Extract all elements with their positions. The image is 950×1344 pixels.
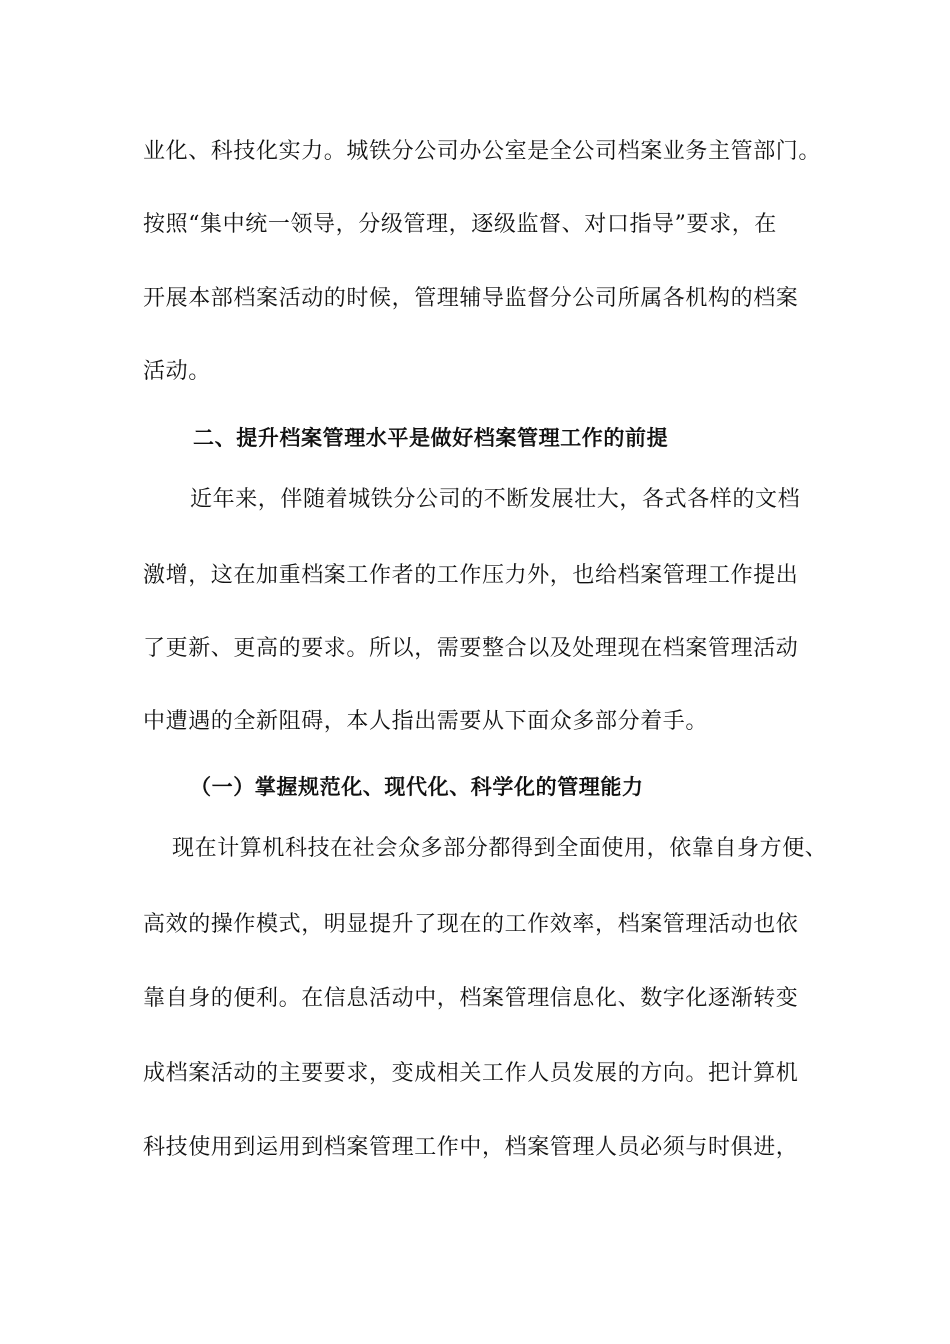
paragraph-3-line-1: 现在计算机科技在社会众多部分都得到全面使用，依靠自身方便、: [172, 836, 828, 861]
paragraph-3-line-3: 靠自身的便利。在信息活动中，档案管理信息化、数字化逐渐转变: [143, 986, 799, 1011]
paragraph-3-line-2: 高效的操作模式，明显提升了现在的工作效率，档案管理活动也依: [143, 912, 799, 937]
paragraph-2-line-3: 了更新、更高的要求。所以，需要整合以及处理现在档案管理活动: [143, 636, 799, 661]
paragraph-2-line-4: 中遭遇的全新阻碍，本人指出需要从下面众多部分着手。: [143, 709, 709, 734]
paragraph-3-line-4: 成档案活动的主要要求，变成相关工作人员发展的方向。把计算机: [143, 1061, 799, 1086]
paragraph-2-line-1: 近年来，伴随着城铁分公司的不断发展壮大，各式各样的文档: [190, 487, 801, 512]
paragraph-1-line-3: 开展本部档案活动的时候，管理辅导监督分公司所属各机构的档案: [143, 286, 799, 311]
paragraph-1-line-2: 按照“集中统一领导，分级管理，逐级监督、对口指导”要求，在: [143, 212, 777, 237]
paragraph-1-line-4: 活动。: [143, 359, 211, 384]
paragraph-2-line-2: 激增，这在加重档案工作者的工作压力外，也给档案管理工作提出: [143, 563, 799, 588]
subsection-heading-1: （一）掌握规范化、现代化、科学化的管理能力: [190, 775, 644, 799]
paragraph-1-line-1: 业化、科技化实力。城铁分公司办公室是全公司档案业务主管部门。: [143, 139, 822, 164]
section-heading-2: 二、提升档案管理水平是做好档案管理工作的前提: [193, 426, 669, 450]
paragraph-3-line-5: 科技使用到运用到档案管理工作中，档案管理人员必须与时俱进，: [143, 1135, 799, 1160]
